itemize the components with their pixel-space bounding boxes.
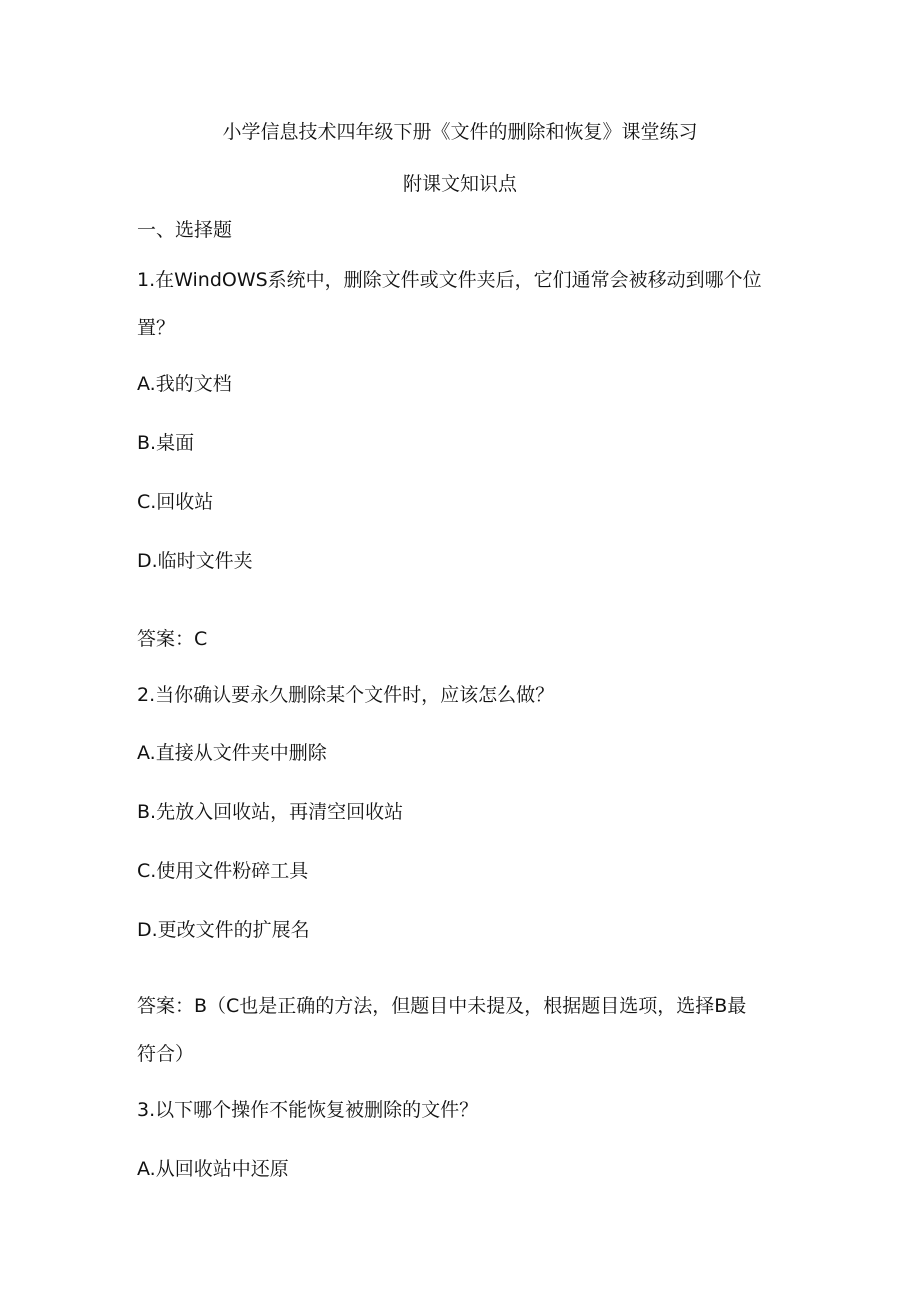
section-heading: 一、选择题: [137, 219, 233, 241]
option-b: B.桌面: [137, 432, 195, 454]
document-subtitle: 附课文知识点: [402, 173, 517, 195]
option-c: C.使用文件粉碎工具: [137, 860, 309, 882]
option-d: D.更改文件的扩展名: [137, 919, 310, 941]
answer-continued: 符合）: [137, 1043, 195, 1065]
option-a: A.直接从文件夹中删除: [137, 742, 327, 764]
question-stem: 3.以下哪个操作不能恢复被删除的文件？: [137, 1099, 479, 1121]
answer: 答案：C: [137, 628, 208, 650]
answer: 答案：B（C也是正确的方法，但题目中未提及，根据题目选项，选择B最: [137, 995, 747, 1017]
question-stem: 2.当你确认要永久删除某个文件时，应该怎么做？: [137, 684, 555, 706]
question-stem: 1.在WindOWS系统中，删除文件或文件夹后，它们通常会被移动到哪个位: [137, 269, 762, 291]
option-c: C.回收站: [137, 491, 214, 513]
option-a: A.我的文档: [137, 373, 232, 395]
option-a: A.从回收站中还原: [137, 1158, 289, 1180]
option-b: B.先放入回收站，再清空回收站: [137, 801, 404, 823]
document-title: 小学信息技术四年级下册《文件的删除和恢复》课堂练习: [222, 121, 698, 143]
question-stem-continued: 置？: [137, 317, 176, 339]
option-d: D.临时文件夹: [137, 550, 253, 572]
